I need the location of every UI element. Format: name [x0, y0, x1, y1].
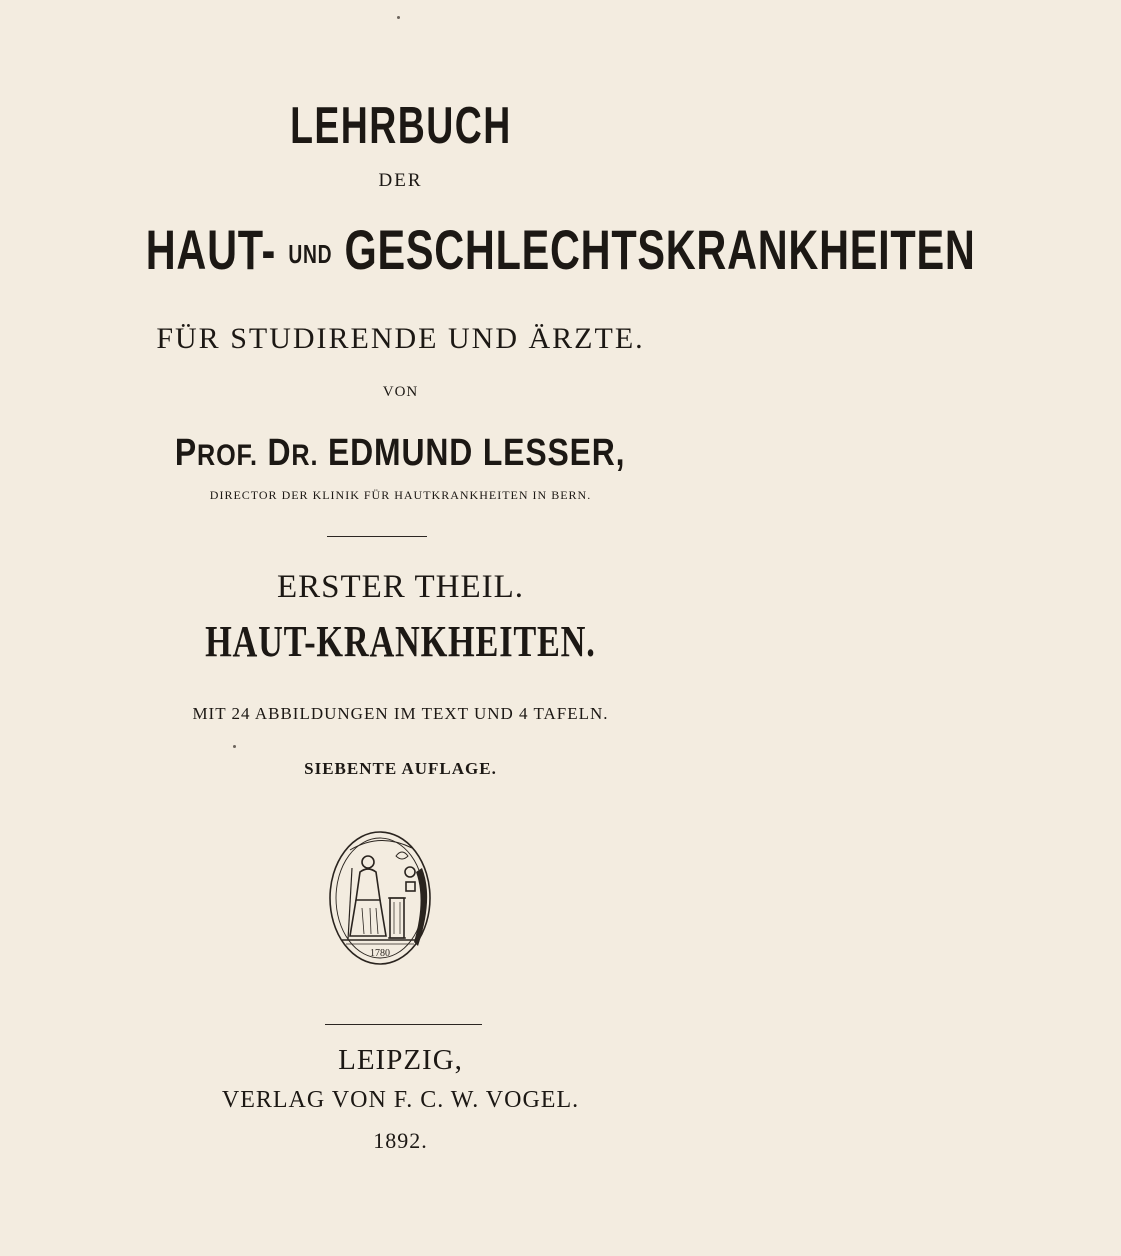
- author-title-prof-initial: P: [175, 432, 198, 474]
- author-surname: EDMUND LESSER,: [328, 432, 626, 474]
- volume-part: ERSTER THEIL.: [276, 569, 525, 605]
- divider-rule-top: [327, 536, 427, 537]
- by-line: VON: [382, 384, 419, 400]
- author-position: DIRECTOR DER KLINIK FÜR HAUTKRANKHEITEN IN BERN.: [209, 488, 592, 502]
- title-connector: DER: [378, 170, 423, 191]
- volume-subtitle: [0, 617, 801, 666]
- book-title-text: LEHRBUCH: [289, 97, 512, 155]
- author-title-prof-rest: ROF.: [197, 439, 259, 472]
- paper-speck: [233, 745, 236, 748]
- seal-year: 1780: [370, 948, 390, 959]
- volume-subtitle-text: HAUT-KRANKHEITEN.: [205, 617, 596, 666]
- book-subject-text: [145, 218, 976, 281]
- subject-part-geschlechtskrankheiten: GESCHLECHTSKRANKHEITEN: [344, 218, 976, 281]
- author-title-dr-rest: R.: [291, 439, 319, 472]
- paper-speck: [397, 16, 400, 19]
- book-subject: [0, 218, 976, 281]
- author-title-dr-initial: D: [267, 432, 292, 474]
- audience-line: FÜR STUDIRENDE UND ÄRZTE.: [156, 322, 645, 355]
- author-name: [0, 434, 801, 472]
- imprint-city: LEIPZIG,: [338, 1044, 463, 1076]
- imprint-year: 1892.: [373, 1128, 428, 1153]
- author-name-text: [175, 434, 625, 472]
- subject-connector-und: UND: [288, 239, 333, 270]
- imprint-publisher: VERLAG VON F. C. W. VOGEL.: [221, 1087, 580, 1113]
- illustrations-note: MIT 24 ABBILDUNGEN IM TEXT UND 4 TAFELN.: [192, 704, 609, 723]
- publisher-seal-emblem: [326, 828, 434, 968]
- divider-rule-bottom: [325, 1024, 482, 1025]
- book-title: [0, 97, 801, 155]
- subject-part-haut: HAUT-: [145, 218, 277, 281]
- edition-note: SIEBENTE AUFLAGE.: [304, 759, 497, 778]
